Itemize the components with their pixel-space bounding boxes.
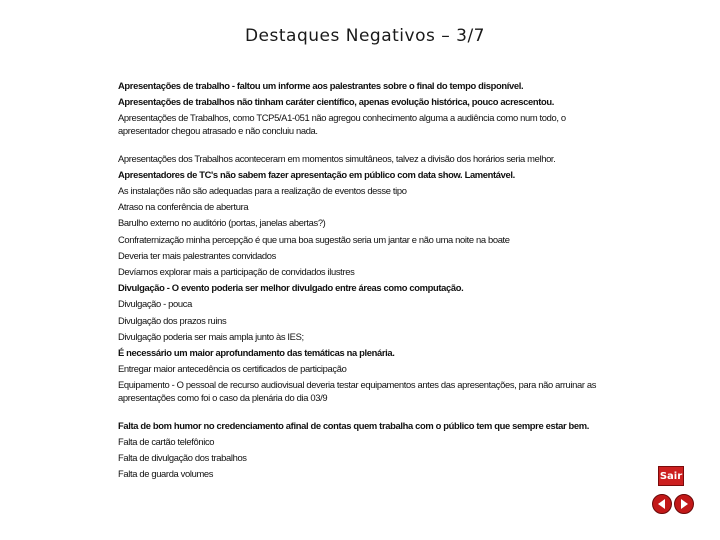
list-item: Divulgação dos prazos ruins [118,314,227,326]
list-item: Falta de cartão telefônico [118,435,215,447]
list-item: As instalações não são adequadas para a realização de eventos desse tipo [118,185,407,196]
list-item: Apresentações de trabalhos não tinham caráter científico, apenas evolução histórica, pouco acrescentou. [118,96,554,108]
list-item: É necessário um maior aprofundamento das temáticas na plenária. [118,347,395,359]
arrow-left-icon [653,495,671,513]
list-item: Confraternização minha percepção é que uma boa sugestão seria um jantar e não uma noite na boate [118,233,510,245]
slide-title: Destaques Negativos – 3/7 [244,26,486,46]
list-item: Divulgação - O evento poderia ser melhor divulgado entre áreas como computação. [118,282,464,294]
list-item: Apresentadores de TC's não sabem fazer apresentação em público com data show. Lamentável. [118,168,515,180]
list-item: Deveria ter mais palestrantes convidados [118,249,276,261]
group-spacer [118,406,598,418]
list-item: Barulho externo no auditório (portas, janelas abertas?) [118,217,326,229]
previous-slide-button[interactable] [652,494,672,514]
group-spacer [118,139,598,151]
list-item: Falta de guarda volumes [118,468,214,480]
feedback-list [118,78,598,482]
list-item: Falta de bom humor no credenciamento afinal de contas quem trabalha com o público tem que sempre estar bem. [118,419,589,431]
list-item: Apresentações de trabalho - faltou um informe aos palestrantes sobre o final do tempo disponível. [118,80,524,91]
list-item: Devíamos explorar mais a participação de convidados ilustres [118,266,355,278]
arrow-right-icon [675,495,693,513]
list-item: Entregar maior antecedência os certificados de participação [118,363,347,375]
next-slide-button[interactable] [674,494,694,514]
exit-button[interactable]: Sair [658,466,684,486]
list-item: Apresentações de Trabalhos, como TCP5/A1-051 não agregou conhecimento alguma a audiência como num todo, o apresentador chegou atrasado e não concluiu nada. [118,112,566,136]
list-item: Divulgação - pouca [118,298,192,310]
list-item: Divulgação poderia ser mais ampla junto às IES; [118,330,304,342]
list-item: Falta de divulgação dos trabalhos [118,452,247,464]
list-item: Apresentações dos Trabalhos aconteceram em momentos simultâneos, talvez a divisão dos horários seria melhor. [118,152,556,164]
list-item: Equipamento - O pessoal de recurso audiovisual deveria testar equipamentos antes das apresentações, para não arruinar as apresentações como foi o caso da plenária do dia 03/9 [118,379,597,404]
list-item: Atraso na conferência de abertura [118,201,249,213]
